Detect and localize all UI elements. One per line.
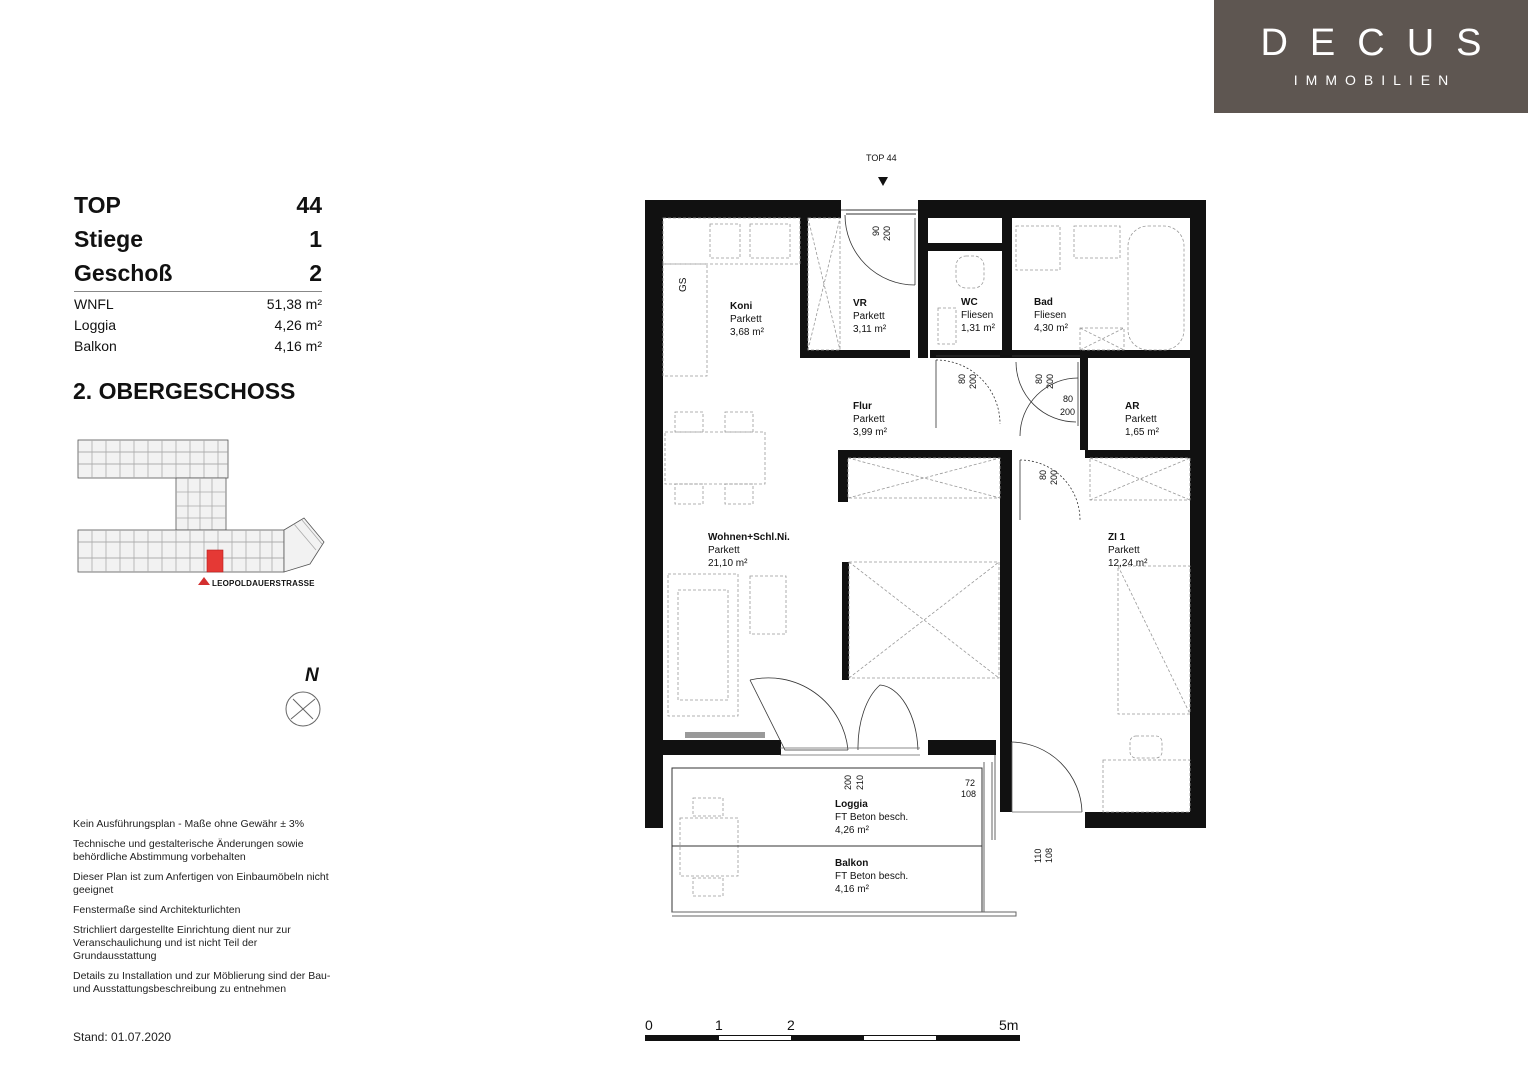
room-area: 21,10 m²: [708, 558, 748, 569]
room-floor: Parkett: [853, 311, 885, 322]
area-label: WNFL: [74, 296, 114, 312]
dim-loggia-height: 210: [855, 774, 865, 790]
room-name: Koni: [730, 301, 753, 312]
dim-wc-height: 200: [968, 373, 978, 389]
street-label: LEOPOLDAUERSTRASSE: [212, 579, 315, 588]
room-floor: Parkett: [708, 545, 740, 556]
room-name: Bad: [1034, 297, 1053, 308]
scale-segment: [936, 1036, 1019, 1040]
room-area: 3,99 m²: [853, 427, 887, 438]
scale-segment: [646, 1036, 719, 1040]
room-floor: Parkett: [1108, 545, 1140, 556]
room-floor: Fliesen: [961, 310, 994, 321]
room-name: AR: [1125, 401, 1140, 412]
entrance-label: TOP 44: [866, 153, 897, 163]
logo-wordmark: DECUS: [1260, 22, 1504, 64]
area-row-loggia: [74, 315, 322, 336]
room-name: Balkon: [835, 858, 869, 869]
area-value: 4,26 m²: [274, 317, 322, 333]
entrance-arrow-icon: [878, 177, 888, 186]
unit-info: [74, 188, 322, 357]
dim-zi-width: 80: [1038, 469, 1048, 480]
info-label: Stiege: [74, 226, 144, 252]
scale-segment: [791, 1036, 864, 1040]
dim-balcony-a: 110: [1033, 848, 1043, 863]
site-key-plan: [72, 432, 332, 597]
room-vr: [853, 297, 886, 336]
room-name: ZI 1: [1108, 532, 1126, 543]
room-wc: [961, 296, 995, 335]
note: Details zu Installation und zur Möblierung sind der Bau- und Ausstattungsbeschreibung zu entnehmen: [73, 970, 331, 995]
room-wohnen: [708, 531, 790, 570]
logo-subline: IMMOBILIEN: [1293, 72, 1457, 88]
dim-ar-width: 80: [1063, 394, 1074, 404]
street-marker-icon: [198, 577, 210, 585]
scale-label: 0: [645, 1017, 653, 1033]
dim-zi-height: 200: [1049, 469, 1059, 485]
room-area: 3,68 m²: [730, 327, 764, 338]
room-area: 4,26 m²: [835, 825, 869, 836]
scale-bar: [645, 1017, 1025, 1047]
info-label: TOP: [74, 192, 121, 218]
room-area: 12,24 m²: [1108, 558, 1148, 569]
note: Fenstermaße sind Architekturlichten: [73, 904, 241, 916]
room-floor: FT Beton besch.: [835, 812, 909, 823]
dim-ar-height: 200: [1060, 407, 1076, 417]
room-floor: Parkett: [853, 414, 885, 425]
room-loggia: [835, 798, 908, 837]
info-row-geschoss: [74, 256, 322, 290]
room-area: 3,11 m²: [853, 324, 887, 335]
room-name: Wohnen+Schl.Ni.: [708, 532, 790, 543]
highlighted-unit: [207, 550, 223, 572]
room-area: 4,30 m²: [1034, 323, 1068, 334]
info-value: 2: [309, 260, 322, 286]
scale-label: 2: [787, 1017, 795, 1033]
dim-loggia-width: 200: [843, 774, 853, 790]
divider: [74, 291, 322, 292]
dim-window-b: 108: [961, 789, 977, 799]
info-row-stiege: [74, 222, 322, 256]
dim-bad-height: 200: [1045, 373, 1055, 389]
room-zi1: [1108, 531, 1147, 570]
scale-label: 5m: [999, 1017, 1019, 1033]
gs-label: GS: [678, 277, 689, 292]
north-label: N: [305, 665, 319, 686]
scale-ruler: [645, 1035, 1020, 1041]
compass-icon: [283, 689, 323, 729]
area-value: 4,16 m²: [274, 338, 322, 354]
room-name: Loggia: [835, 799, 868, 810]
dim-window-a: 72: [965, 778, 976, 788]
room-koni: [730, 300, 764, 339]
area-row-balkon: [74, 336, 322, 357]
room-floor: Fliesen: [1034, 310, 1067, 321]
area-label: Balkon: [74, 338, 117, 354]
room-area: 1,31 m²: [961, 323, 995, 334]
note: Kein Ausführungsplan - Maße ohne Gewähr ± 3%: [73, 818, 305, 830]
dim-entry-width: 90: [871, 225, 881, 236]
room-area: 4,16 m²: [835, 884, 869, 895]
room-area: 1,65 m²: [1125, 427, 1159, 438]
dim-balcony-b: 108: [1044, 847, 1054, 863]
room-floor: Parkett: [730, 314, 762, 325]
stand-date: Stand: 01.07.2020: [73, 1030, 172, 1044]
dim-entry-height: 200: [882, 225, 892, 241]
room-bad: [1034, 296, 1068, 335]
room-name: VR: [853, 298, 867, 309]
disclaimer-notes: [73, 818, 333, 1003]
area-label: Loggia: [74, 317, 117, 333]
room-balkon: [835, 857, 908, 896]
room-ar: [1125, 400, 1159, 439]
room-flur: [853, 400, 887, 439]
room-name: WC: [961, 297, 978, 308]
room-floor: Parkett: [1125, 414, 1157, 425]
area-value: 51,38 m²: [266, 296, 322, 312]
scale-label: 1: [715, 1017, 723, 1033]
note: Strichliert dargestellte Einrichtung dient nur zur Veranschaulichung und ist nicht Teil der Grundausstattung: [73, 924, 291, 962]
info-value: 44: [296, 192, 322, 218]
room-floor: FT Beton besch.: [835, 871, 909, 882]
info-value: 1: [309, 226, 322, 252]
note: Technische und gestalterische Änderungen sowie behördliche Abstimmung vorbehalten: [73, 838, 304, 863]
area-row-wnfl: [74, 294, 322, 315]
info-label: Geschoß: [74, 260, 173, 286]
dim-bad-width: 80: [1034, 373, 1044, 384]
room-name: Flur: [853, 401, 872, 412]
floor-title: 2. OBERGESCHOSS: [73, 378, 296, 404]
info-row-top: [74, 188, 322, 222]
dim-wc-width: 80: [957, 373, 967, 384]
decus-logo: [1214, 0, 1528, 113]
note: Dieser Plan ist zum Anfertigen von Einbaumöbeln nicht geeignet: [73, 871, 329, 896]
